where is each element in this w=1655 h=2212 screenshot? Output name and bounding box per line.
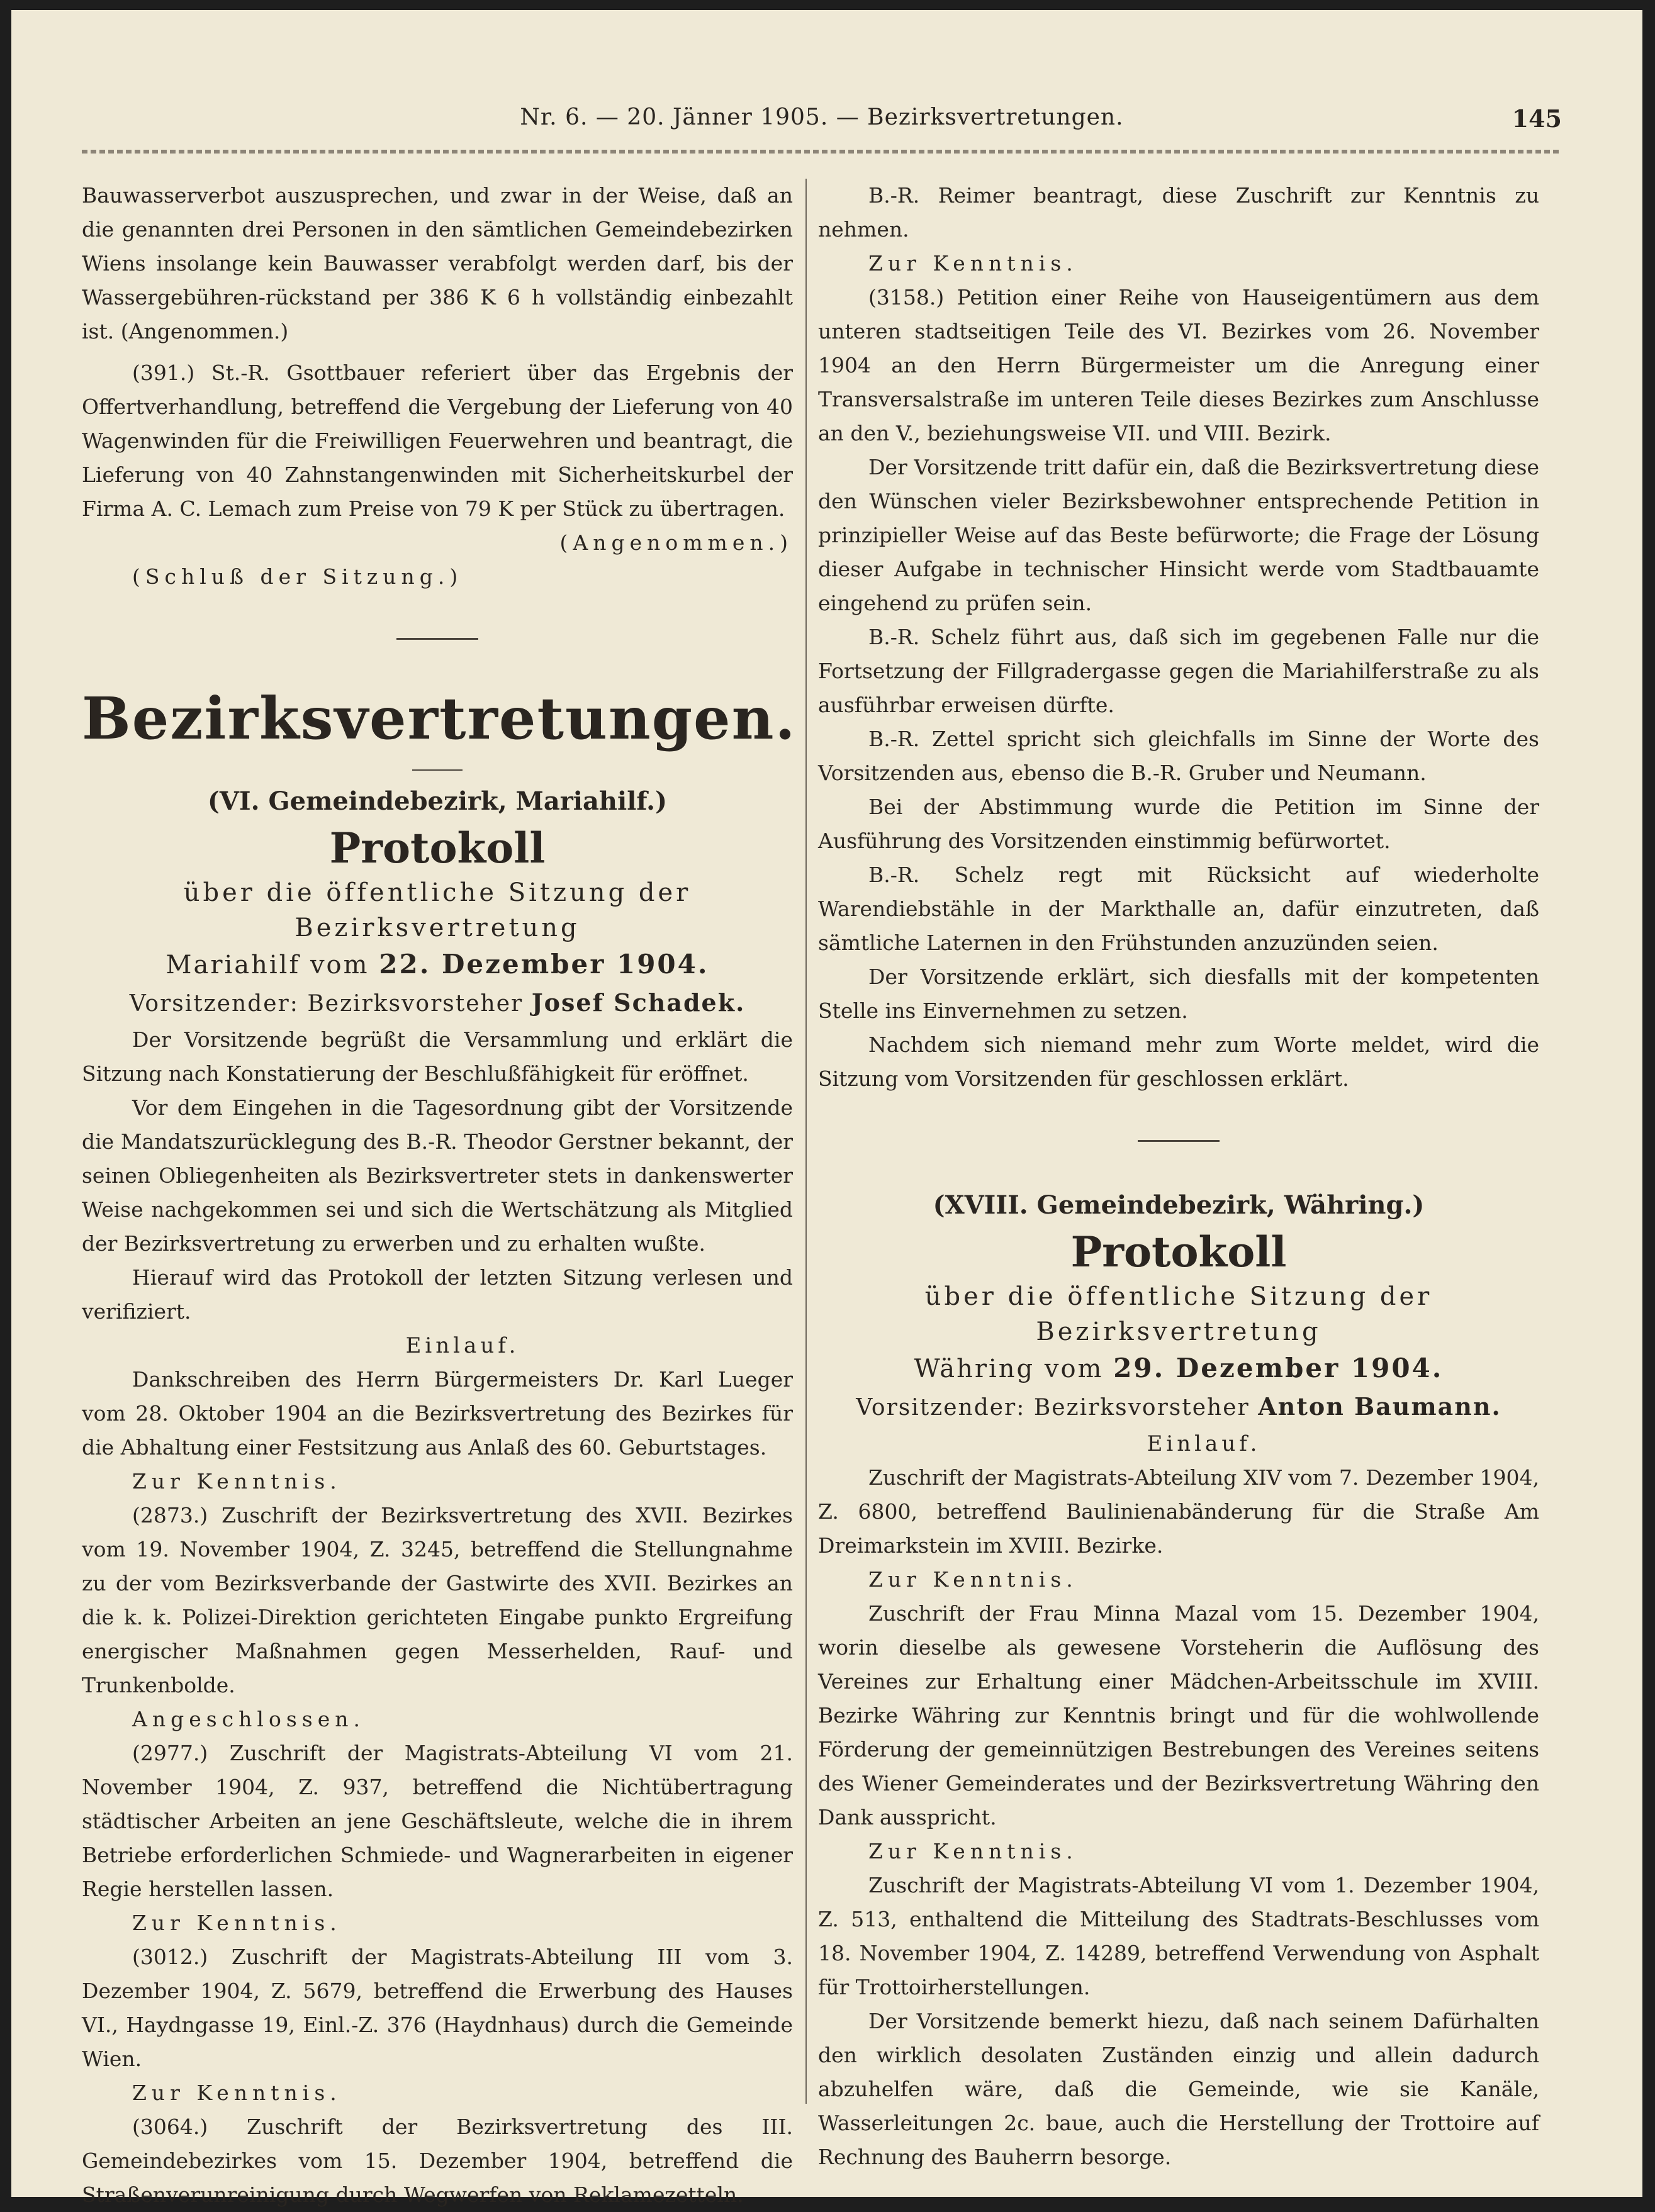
paragraph: (2977.) Zuschrift der Magistrats-Abteilung VI vom 21. November 1904, Z. 937, betreffend die Nichtübertragung städtischer Arbeiten an jene Geschäftsleute, welche die in ihrem Betriebe erforderlichen Schmiede- und Wagnerarbeiten in eigener Regie herstellen lassen. [82, 1741, 793, 1901]
paragraph: Der Vorsitzende bemerkt hiezu, daß nach seinem Dafürhalten den wirklich desolaten Zuständen einzig und allein dadurch abzuhelfen wäre, daß die Gemeinde, wie sie Kanäle, Wasserleitungen 2c. baue, auch die Herstellung der Trottoire auf Rechnung des Bauherrn besorge. [818, 2009, 1539, 2169]
district-heading: (XVIII. Gemeindebezirk, Währing.) [933, 1190, 1425, 1220]
paragraph: Der Vorsitzende tritt dafür ein, daß die Bezirksvertretung diese den Wünschen vieler Bezirksbewohner entsprechende Petition in prinzipieller Weise auf das Beste befürworte; die Frage der Lösung dieser Aufgabe in technischer Hinsicht werde vom Stadtbauamte eingehend zu prüfen sein. [818, 455, 1539, 615]
column-divider [805, 179, 807, 2104]
paragraph: Hierauf wird das Protokoll der letzten Sitzung verlesen und verifiziert. [82, 1265, 793, 1324]
newspaper-page [11, 10, 1642, 2207]
paragraph: (3064.) Zuschrift der Bezirksvertretung des III. Gemeindebezirkes vom 15. Dezember 1904, betreffend die Straßenverunreinigung durch Wegwerfen von Reklamezetteln. [82, 2114, 793, 2207]
district-heading: (VI. Gemeindebezirk, Mariahilf.) [207, 786, 668, 816]
section-rule [1138, 1140, 1220, 1142]
session-date: 29. Dezember 1904. [1113, 1353, 1444, 1383]
title-rule [412, 769, 463, 771]
paragraph: (391.) St.-R. Gsottbauer referiert über das Ergebnis der Offertverhandlung, betreffend die Vergebung der Lieferung von 40 Wagenwinden für die Freiwilligen Feuerwehren und beantragt, die Lieferung von 40 Zahnstangenwinden mit Sicherheitskurbel der Firma A. C. Lemach zum Preise von 79 K per Stück zu übertragen. [82, 360, 793, 521]
paragraph: B.-R. Reimer beantragt, diese Zuschrift zur Kenntnis zu nehmen. [818, 183, 1539, 242]
chair-prefix: Vorsitzender: Bezirksvorsteher [129, 991, 524, 1017]
date-prefix: Währing vom [914, 1355, 1104, 1383]
paragraph: (3012.) Zuschrift der Magistrats-Abteilung III vom 3. Dezember 1904, Z. 5679, betreffend die Erwerbung des Hauses VI., Haydngasse 19, Einl.-Z. 376 (Haydnhaus) durch die Gemeinde Wien. [82, 1945, 793, 2071]
session-subtitle: über die öffentliche Sitzung der Bezirksvertretung [183, 878, 692, 942]
paragraph: Bauwasserverbot auszusprechen, und zwar in der Weise, daß an die genannten drei Personen in den sämtlichen Gemeindebezirken Wiens insolange kein Bauwasser verabfolgt werden darf, bis der Wassergebühren-rückstand per 386 K 6 h vollständig einbezahlt ist. (Angenommen.) [82, 183, 793, 344]
session-date-line [82, 946, 793, 984]
session-end-note: (Schluß der Sitzung.) [132, 564, 463, 589]
paragraph: Der Vorsitzende erklärt, sich diesfalls mit der kompetenten Stelle ins Einvernehmen zu setzen. [818, 964, 1539, 1023]
session-date: 22. Dezember 1904. [379, 949, 709, 980]
right-column [818, 179, 1539, 2174]
chair-prefix: Vorsitzender: Bezirksvorsteher [856, 1395, 1250, 1421]
kenntnis-note: Zur Kenntnis. [132, 1911, 342, 1935]
paragraph: Der Vorsitzende begrüßt die Versammlung und erklärt die Sitzung nach Konstatierung der Beschlußfähigkeit für eröffnet. [82, 1027, 793, 1086]
paragraph: B.-R. Zettel spricht sich gleichfalls im Sinne der Worte des Vorsitzenden aus, ebenso die B.-R. Gruber und Neumann. [818, 727, 1539, 785]
page-number: 145 [1512, 104, 1562, 133]
chair-name: Josef Schadek. [531, 988, 746, 1017]
paragraph: (2873.) Zuschrift der Bezirksvertretung des XVII. Bezirkes vom 19. November 1904, Z. 3245, betreffend die Stellungnahme zu der vom Bezirksverbande der Gastwirte des XVII. Bezirkes an die k. k. Polizei-Direktion gerichteten Eingabe punkto Ergreifung energischer Maßnahmen gegen Messerhelden, Rauf- und Trunkenbolde. [82, 1503, 793, 1697]
page-header [82, 104, 1562, 148]
angeschlossen-note: Angeschlossen. [132, 1707, 365, 1731]
paragraph: Vor dem Eingehen in die Tagesordnung gibt der Vorsitzende die Mandatszurücklegung des B.-R. Theodor Gerstner bekannt, der seinen Obliegenheiten als Bezirksvertreter stets in dankenswerter Weise nachgekommen sei und sich die Wertschätzung als Mitglied der Bezirksvertretung zu erwerben und zu erhalten wußte. [82, 1095, 793, 1256]
header-rule [82, 150, 1562, 154]
session-subtitle: über die öffentliche Sitzung der Bezirksvertretung [924, 1282, 1433, 1346]
chair-line [82, 984, 793, 1023]
chair-line [818, 1388, 1539, 1427]
einlauf-heading: Einlauf. [1147, 1431, 1261, 1456]
kenntnis-note: Zur Kenntnis. [132, 2081, 342, 2105]
paragraph: B.-R. Schelz regt mit Rücksicht auf wiederholte Warendiebstähle in der Markthalle an, dafür einzutreten, daß sämtliche Laternen in den Frühstunden anzuzünden seien. [818, 863, 1539, 955]
section-rule [396, 638, 478, 640]
paragraph: Nachdem sich niemand mehr zum Worte meldet, wird die Sitzung vom Vorsitzenden für geschlossen erklärt. [818, 1032, 1539, 1091]
paragraph: Zuschrift der Magistrats-Abteilung VI vom 1. Dezember 1904, Z. 513, enthaltend die Mitteilung des Stadtrats-Beschlusses vom 18. November 1904, Z. 14289, betreffend Verwendung von Asphalt für Trottoirherstellungen. [818, 1873, 1539, 1999]
protokoll-heading: Protokoll [1070, 1227, 1287, 1276]
kenntnis-note: Zur Kenntnis. [868, 251, 1078, 276]
left-column [82, 179, 797, 2212]
paragraph: (3158.) Petition einer Reihe von Hauseigentümern aus dem unteren stadtseitigen Teile des VI. Bezirkes vom 26. November 1904 an den Herrn Bürgermeister um die Anregung einer Transversalstraße im unteren Teile dieses Bezirkes zum Anschlusse an den V., beziehungsweise VII. und VIII. Bezirk. [818, 285, 1539, 445]
kenntnis-note: Zur Kenntnis. [132, 1469, 342, 1494]
section-title: Bezirksvertretungen. [82, 684, 797, 752]
session-date-line [818, 1349, 1539, 1388]
kenntnis-note: Zur Kenntnis. [868, 1839, 1078, 1863]
paragraph: Bei der Abstimmung wurde die Petition im Sinne der Ausführung des Vorsitzenden einstimmig befürwortet. [818, 795, 1539, 853]
paragraph: Zuschrift der Frau Minna Mazal vom 15. Dezember 1904, worin dieselbe als gewesene Vorsteherin die Auflösung des Vereines zur Erhaltung einer Mädchen-Arbeitsschule im XVIII. Bezirke Währing zur Kenntnis bringt und für die wohlwollende Förderung der gemeinnützigen Bestrebungen des Vereines seitens des Wiener Gemeinderates und der Bezirksvertretung Währing den Dank ausspricht. [818, 1601, 1539, 1829]
date-prefix: Mariahilf vom [166, 951, 369, 980]
paragraph: Dankschreiben des Herrn Bürgermeisters Dr. Karl Lueger vom 28. Oktober 1904 an die Bezirksvertretung des Bezirkes für die Abhaltung einer Festsitzung aus Anlaß des 60. Geburtstages. [82, 1367, 793, 1460]
resolution-note: (Angenommen.) [559, 530, 793, 555]
einlauf-heading: Einlauf. [405, 1333, 520, 1358]
paragraph: B.-R. Schelz führt aus, daß sich im gegebenen Falle nur die Fortsetzung der Fillgradergasse gegen die Mariahilferstraße zu als ausführbar erweisen dürfte. [818, 625, 1539, 717]
paragraph: Zuschrift der Magistrats-Abteilung XIV vom 7. Dezember 1904, Z. 6800, betreffend Baulinienabänderung für die Straße Am Dreimarkstein im XVIII. Bezirke. [818, 1465, 1539, 1558]
chair-name: Anton Baumann. [1258, 1392, 1501, 1421]
running-title: Nr. 6. — 20. Jänner 1905. — Bezirksvertretungen. [520, 104, 1124, 130]
protokoll-heading: Protokoll [329, 824, 546, 873]
kenntnis-note: Zur Kenntnis. [868, 1567, 1078, 1592]
